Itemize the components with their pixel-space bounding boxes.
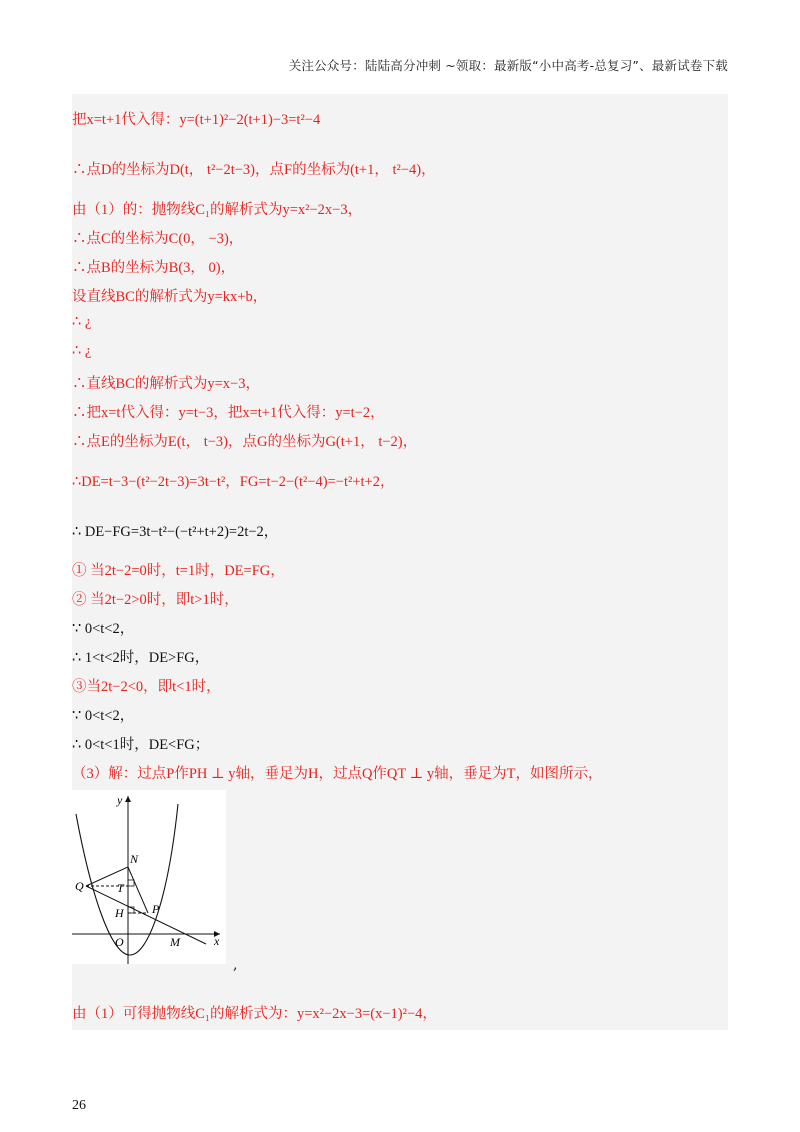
label-x: x [214,934,220,948]
solution-line-9: ∴直线BC的解析式为y=x−3， [72,376,260,392]
solution-line-15: ② 当2t−2>0时，即t>1时， [72,592,239,608]
solution-line-12: ∴DE=t−3−(t²−2t−3)=3t−t²，FG=t−2−(t²−4)=−t²+t+2， [72,474,395,490]
label-y: y [117,793,123,807]
segment-np [128,867,148,913]
solution-line-13: ∴ DE−FG=3t−t²−(−t²+t+2)=2t−2， [72,524,279,540]
label-h: H [115,906,124,920]
solution-line-18: ③当2t−2<0，即t<1时， [72,679,221,695]
line-through-q-and-m [86,886,206,944]
solution-line-4: ∴点C的坐标为C(0， −3)， [72,231,244,247]
parabola-figure [72,790,226,964]
solution-line-19: ∵ 0<t<2， [72,708,135,724]
solution-line-10: ∴把x=t代入得：y=t−3，把x=t+1代入得：y=t−2， [72,405,385,421]
label-n: N [130,852,139,866]
label-m: M [170,935,180,949]
y-axis-arrow [125,796,131,802]
solution-line-20: ∴ 0<t<1时，DE<FG； [72,737,210,753]
figure-trailing-comma: , [233,957,238,973]
solution-line-2: ∴点D的坐标为D(t， t²−2t−3)，点F的坐标为(t+1， t²−4)， [72,162,436,178]
page-header: 关注公众号：陆陆高分冲刺 ~领取：最新版“小中高考-总复习”、最新试卷下载 [288,58,728,73]
solution-line-14: ① 当2t−2=0时，t=1时，DE=FG， [72,563,285,579]
label-o: O [115,935,124,949]
right-angle-t [128,880,134,886]
solution-line-1: 把x=t+1代入得：y=(t+1)²−2(t+1)−3=t²−4 [72,112,321,128]
solution-line-11: ∴点E的坐标为E(t， t−3)，点G的坐标为G(t+1， t−2)， [72,434,418,450]
solution-line-3: 由（1）的：抛物线C₁的解析式为y=x²−2x−3， [72,202,363,218]
solution-line-8: ∴ ¿ [72,343,92,359]
solution-line-5: ∴点B的坐标为B(3， 0)， [72,260,236,276]
parabola-curve [76,804,178,955]
label-t: T [117,881,124,895]
solution-line-7: ∴ ¿ [72,314,92,330]
label-q: Q [75,879,84,893]
solution-line-17: ∴ 1<t<2时，DE>FG， [72,650,210,666]
page-number: 26 [72,1098,86,1113]
solution-line-21: （3）解：过点P作PH ⊥ y轴，垂足为H，过点Q作QT ⊥ y轴，垂足为T，如图所示， [72,766,603,782]
solution-line-16: ∵ 0<t<2， [72,621,135,637]
solution-line-22: 由（1）可得抛物线C₁的解析式为：y=x²−2x−3=(x−1)²−4， [72,1006,437,1022]
label-p: P [152,902,160,916]
solution-line-6: 设直线BC的解析式为y=kx+b， [72,289,268,305]
